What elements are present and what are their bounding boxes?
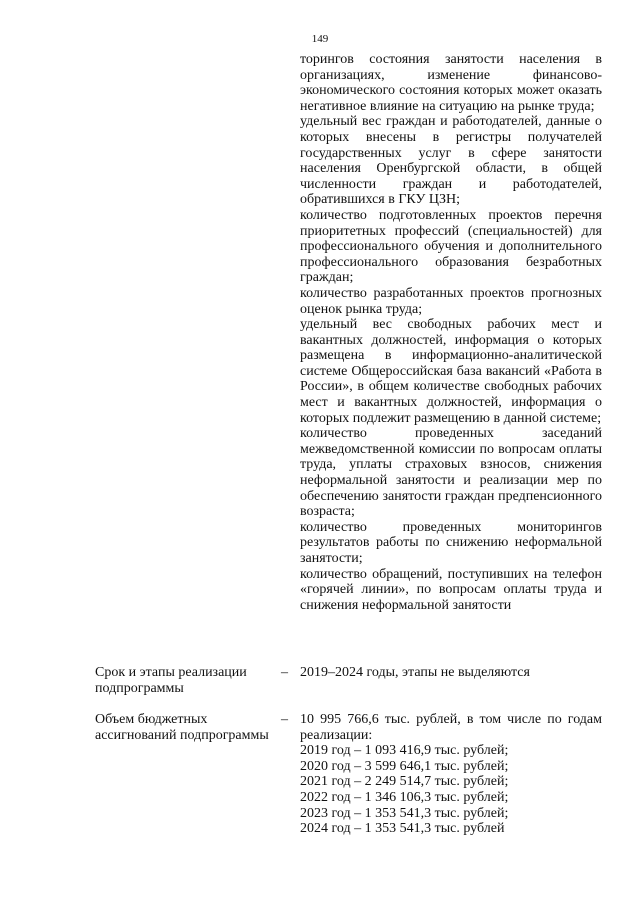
indicator-item: количество проведенных заседаний межведомственной комиссии по вопросам оплаты труда, уплаты страховых взносов, снижения неформальной занятости и реализации мер по обеспечению занятости граждан предпенсионного возраста;: [300, 426, 602, 520]
indicators-list: [300, 52, 602, 613]
indicator-item: количество подготовленных проектов перечня приоритетных профессий (специальностей) для профессионального обучения и дополнительного профессионального образования безработных граждан;: [300, 207, 602, 286]
terms-label: Срок и этапы реализации подпрограммы: [95, 665, 247, 696]
indicator-item: удельный вес свободных рабочих мест и вакантных должностей, информация о которых размещена в информационно-аналитической системе Общероссийская база вакансий «Работа в России», в общем количестве свободных рабочих мест и вакантных должностей, информация о которых подлежит размещению в данной системе;: [300, 317, 602, 426]
budget-year-line: 2024 год – 1 353 541,3 тыс. рублей: [300, 821, 505, 837]
indicator-item: количество разработанных проектов прогнозных оценок рынка труда;: [300, 285, 602, 317]
terms-dash: –: [281, 665, 288, 680]
budget-label: Объем бюджетных ассигнований подпрограммы: [95, 712, 269, 743]
indicator-item: количество проведенных мониторингов результатов работы по снижению неформальной занятости;: [300, 519, 602, 566]
budget-year-line: 2021 год – 2 249 514,7 тыс. рублей;: [300, 774, 509, 790]
indicator-item: удельный вес граждан и работодателей, данные о которых внесены в регистры получателей государственных услуг в сфере занятости населения Оренбургской области, в общей численности граждан и работодателей, обратившихся в ГКУ ЦЗН;: [300, 114, 602, 208]
page-number: 149: [311, 33, 329, 45]
budget-dash: –: [281, 712, 288, 727]
budget-year-line: 2019 год – 1 093 416,9 тыс. рублей;: [300, 743, 509, 759]
budget-year-line: 2020 год – 3 599 646,1 тыс. рублей;: [300, 758, 509, 774]
budget-year-line: 2022 год – 1 346 106,3 тыс. рублей;: [300, 789, 509, 805]
budget-intro: 10 995 766,6 тыс. рублей, в том числе по годам реализации:: [300, 712, 602, 743]
budget-year-line: 2023 год – 1 353 541,3 тыс. рублей;: [300, 805, 509, 821]
indicator-item: количество обращений, поступивших на телефон «горячей линии», по вопросам оплаты труда и снижения неформальной занятости: [300, 566, 602, 613]
terms-value: 2019–2024 годы, этапы не выделяются: [300, 665, 530, 680]
indicator-item: торингов состояния занятости населения в организациях, изменение финансово-экономического состояния которых может оказать негативное влияние на ситуацию на рынке труда;: [300, 52, 602, 114]
budget-values: [300, 712, 602, 837]
